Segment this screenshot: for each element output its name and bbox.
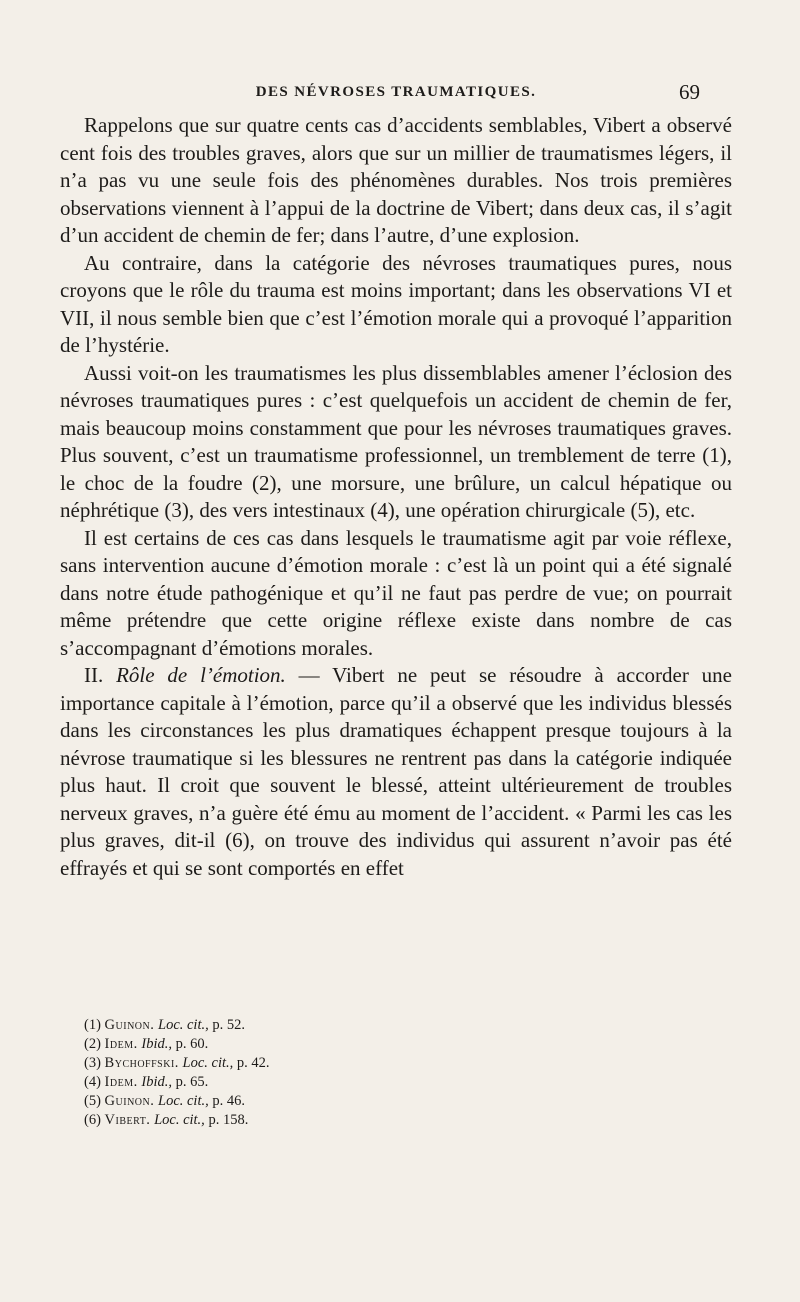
footnote-page: p. 52.	[212, 1017, 245, 1033]
footnote-author: Idem.	[104, 1074, 138, 1090]
footnote-page: p. 42.	[236, 1055, 270, 1071]
footnote-number: (5)	[84, 1093, 101, 1109]
footnote-loc: Ibid.,	[141, 1074, 172, 1090]
footnote-loc: Loc. cit.,	[158, 1017, 209, 1033]
page-number: 69	[679, 80, 700, 104]
footnote-loc: Loc. cit.,	[154, 1112, 205, 1128]
footnote-number: (4)	[84, 1074, 101, 1090]
footnote-page: p. 46.	[212, 1093, 245, 1109]
footnotes	[84, 1016, 724, 1130]
footnote-loc: Ibid.,	[141, 1036, 172, 1052]
footnote-author: Idem.	[104, 1036, 138, 1052]
footnote-author: Vibert.	[104, 1112, 151, 1128]
footnote	[84, 1073, 724, 1092]
footnote-loc: Loc. cit.,	[158, 1093, 209, 1109]
footnote	[84, 1016, 724, 1035]
footnote	[84, 1092, 724, 1111]
body-text	[60, 112, 732, 882]
footnote-number: (1)	[84, 1017, 101, 1033]
footnote-number: (3)	[84, 1055, 101, 1071]
footnote	[84, 1111, 724, 1130]
footnote-author: Guinon.	[104, 1093, 155, 1109]
paragraph: Aussi voit-on les traumatismes les plus dissemblables amener l’éclosion des névroses traumatiques pures : c’est quelquefois un accident de chemin de fer, mais beaucoup moins constamment que pour les névroses traumatiques graves. Plus souvent, c’est un traumatisme professionnel, un tremblement de terre (1), le choc de la foudre (2), une morsure, une brûlure, un calcul hépatique ou néphrétique (3), des vers intestinaux (4), une opération chirurgicale (5), etc.	[60, 360, 732, 522]
footnote-author: Bychoffski.	[104, 1055, 179, 1071]
footnote-number: (6)	[84, 1112, 101, 1128]
paragraph: Rappelons que sur quatre cents cas d’accidents semblables, Vibert a observé cent fois des troubles graves, alors que sur un millier de traumatismes légers, il n’a pas vu une seule fois des phénomènes durables. Nos trois premières observations viennent à l’appui de la doctrine de Vibert; dans deux cas, il s’agit d’un accident de chemin de fer; dans l’autre, d’une explosion.	[60, 113, 732, 247]
footnote-page: p. 60.	[175, 1036, 209, 1052]
paragraph: Il est certains de ces cas dans lesquels le traumatisme agit par voie réflexe, sans intervention aucune d’émotion morale : c’est là un point qui a été signalé dans notre étude pathogénique et qu’il ne faut pas perdre de vue; on pourrait même prétendre que cette origine réflexe existe dans nombre de cas s’accompagnant d’émotions morales.	[60, 525, 732, 660]
footnote	[84, 1054, 724, 1073]
paragraph: Au contraire, dans la catégorie des névroses traumatiques pures, nous croyons que le rôle du trauma est moins important; dans les observations VI et VII, il nous semble bien que c’est l’émotion morale qui a provoqué l’apparition de l’hystérie.	[60, 250, 732, 357]
section-text: — Vibert ne peut se résoudre à accorder une importance capitale à l’émotion, parce qu’il a observé que les individus blessés dans les circonstances les plus dramatiques échappent presque toujours à la névrose traumatique si les blessures ne rentrent pas dans la catégorie indiquée plus haut. Il croit que souvent le blessé, atteint ultérieurement de troubles nerveux graves, n’a guère été ému au moment de l’accident. « Parmi les cas les plus graves, dit-il (6), on trouve des individus qui assurent n’avoir pas été effrayés et qui se sont comportés en effet	[60, 663, 733, 880]
footnote-page: p. 158.	[208, 1112, 249, 1128]
section-number: II.	[84, 663, 104, 687]
section-title: Rôle de l’émotion.	[116, 663, 286, 687]
section-paragraph	[60, 662, 732, 882]
footnote-author: Guinon.	[104, 1017, 155, 1033]
footnote-loc: Loc. cit.,	[182, 1055, 234, 1071]
page-header	[100, 80, 700, 104]
footnote-page: p. 65.	[175, 1074, 209, 1090]
running-title: DES NÉVROSES TRAUMATIQUES.	[255, 84, 537, 100]
footnote-number: (2)	[84, 1036, 101, 1052]
footnote	[84, 1035, 724, 1054]
